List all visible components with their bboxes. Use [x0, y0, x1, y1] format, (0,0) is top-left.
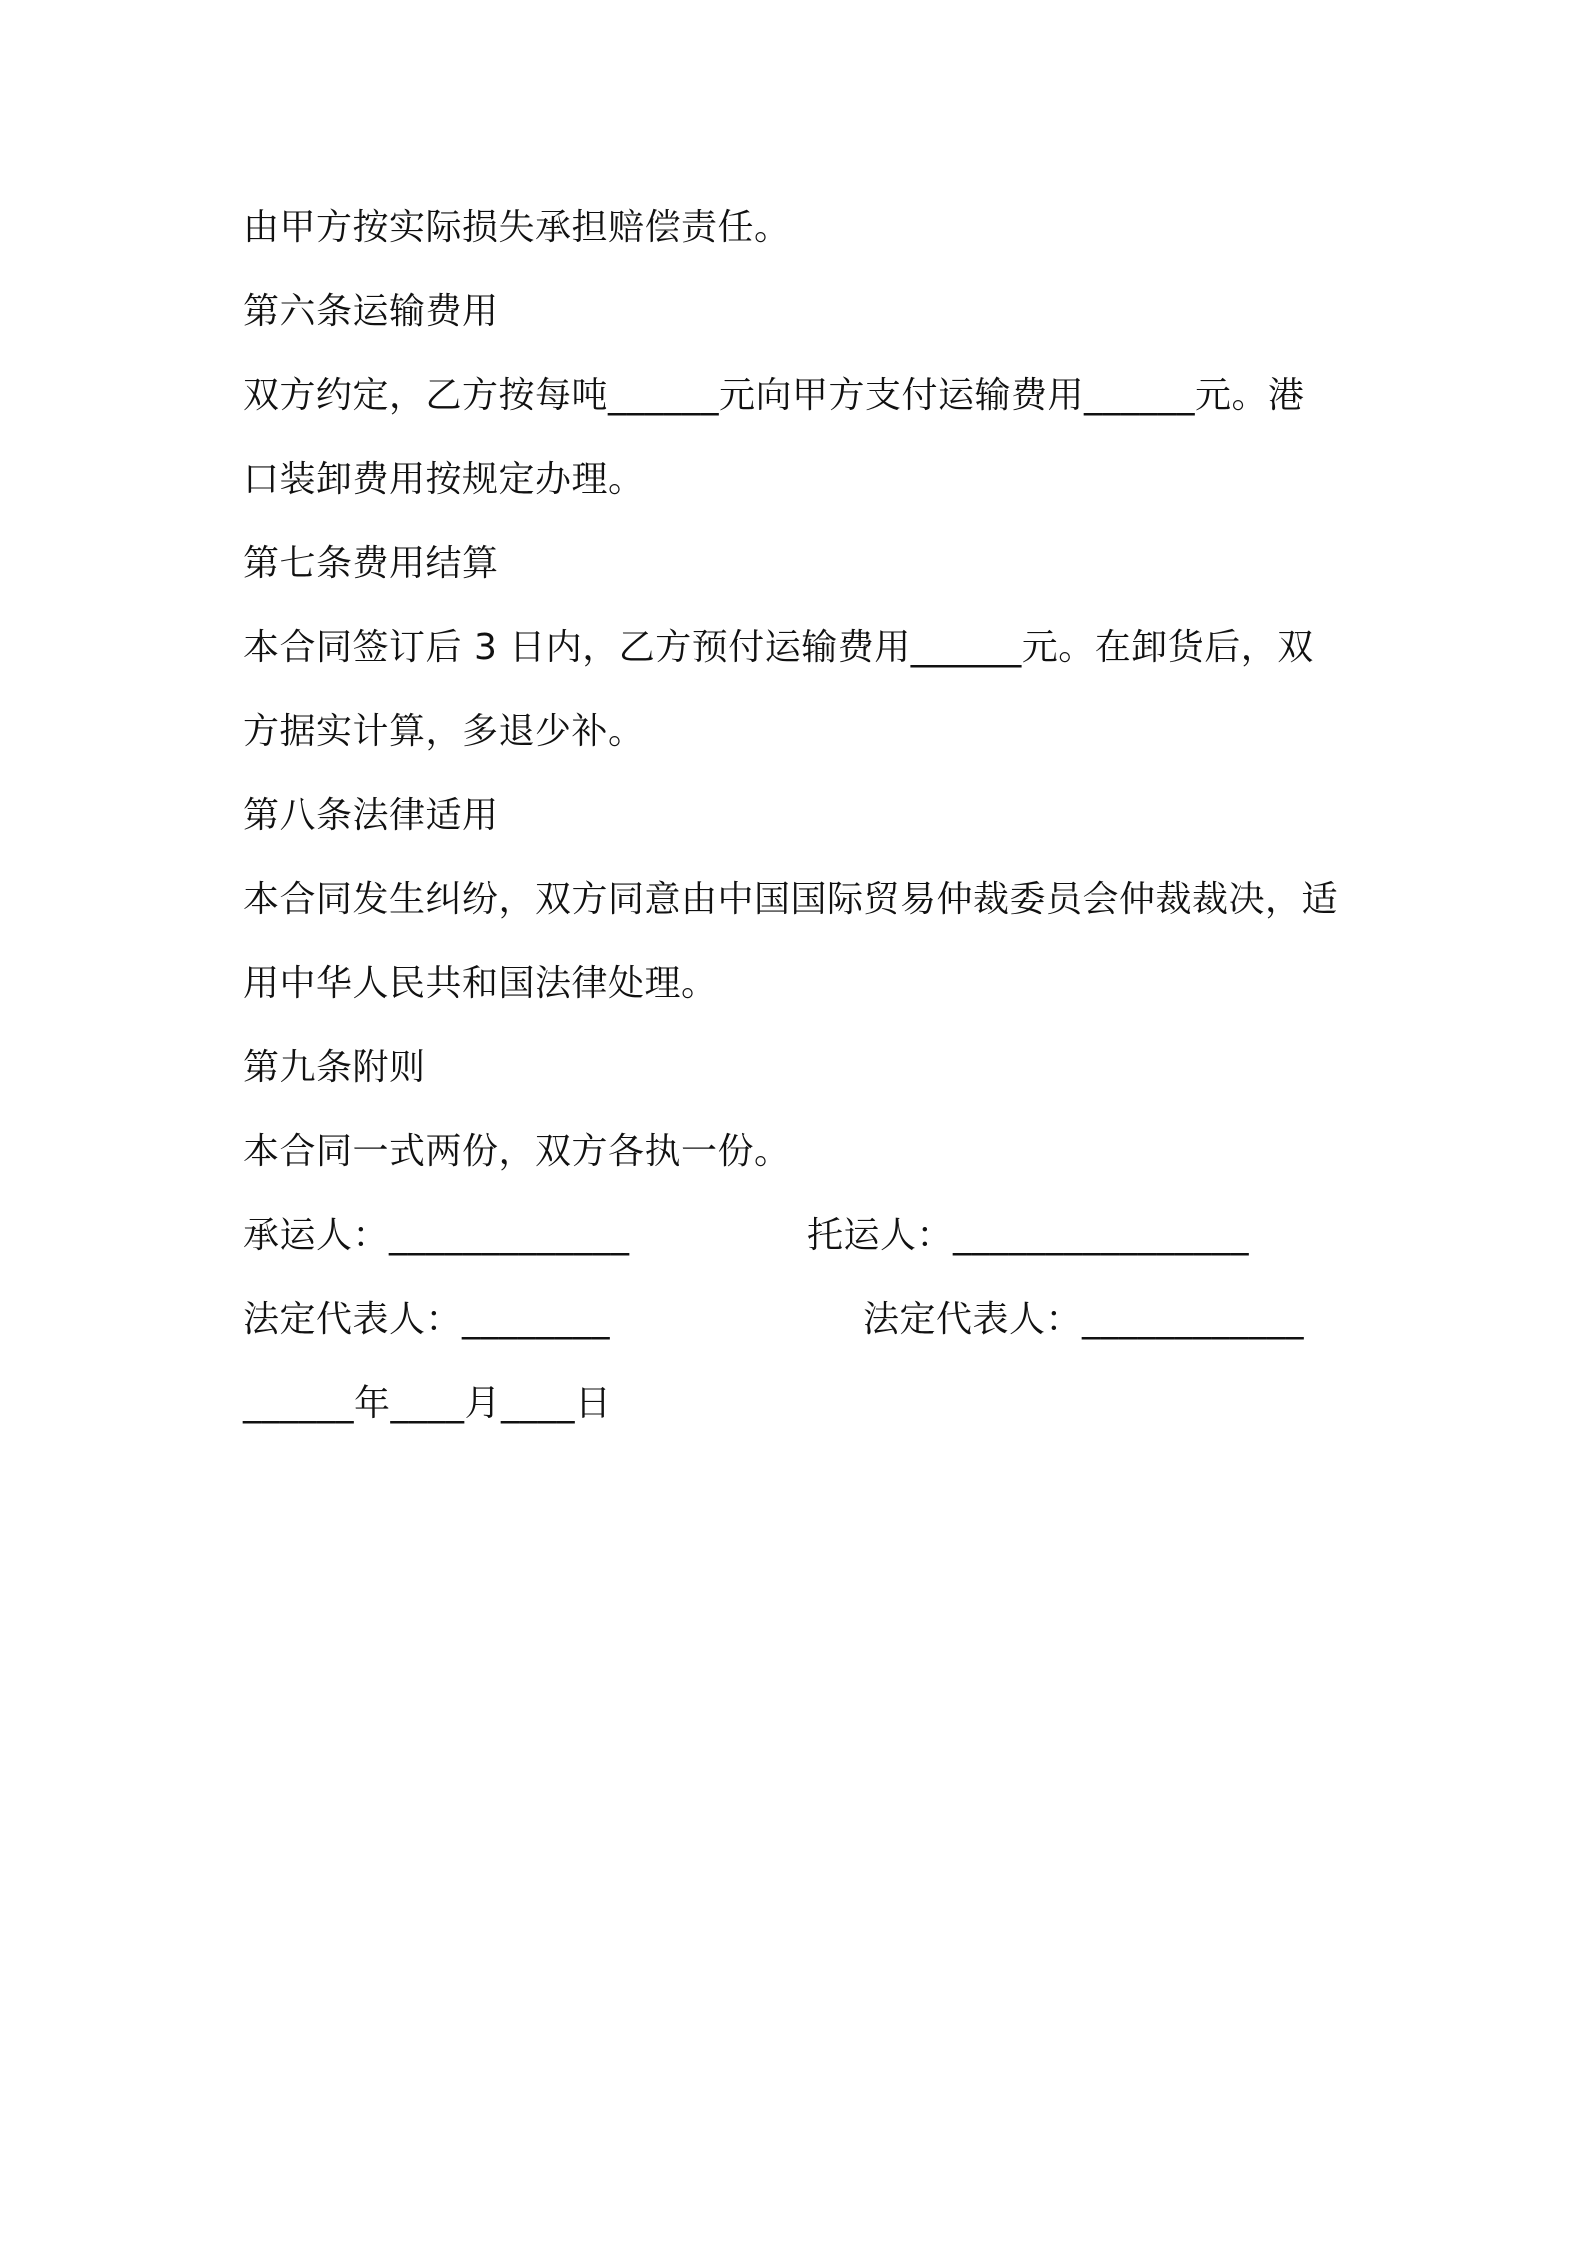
clause-5-continuation: 由甲方按实际损失承担赔偿责任。 [243, 207, 791, 248]
clause-8-heading: 第八条法律适用 [243, 795, 499, 836]
clause-6-text-line-2: 口装卸费用按规定办理。 [243, 459, 645, 500]
clause-9-text: 本合同一式两份，双方各执一份。 [243, 1131, 791, 1172]
clause-8-text-line-2: 用中华人民共和国法律处理。 [243, 963, 718, 1004]
clause-6-text-line-1: 双方约定，乙方按每吨______元向甲方支付运输费用______元。港 [243, 375, 1305, 416]
shipper-representative: 法定代表人：____________ [863, 1299, 1305, 1340]
signing-date: ______年____月____日 [243, 1383, 612, 1424]
clause-8-text-line-1: 本合同发生纠纷，双方同意由中国国际贸易仲裁委员会仲裁裁决，适 [243, 879, 1339, 920]
carrier-representative: 法定代表人：________ [243, 1299, 611, 1340]
clause-9-heading: 第九条附则 [243, 1047, 426, 1088]
shipper-signature: 托运人：________________ [807, 1215, 1250, 1256]
clause-7-heading: 第七条费用结算 [243, 543, 499, 584]
clause-7-text-line-2: 方据实计算，多退少补。 [243, 711, 645, 752]
clause-6-heading: 第六条运输费用 [243, 291, 499, 332]
carrier-signature: 承运人：_____________ [243, 1215, 630, 1256]
clause-7-text-line-1: 本合同签订后 3 日内，乙方预付运输费用______元。在卸货后，双 [243, 627, 1314, 668]
